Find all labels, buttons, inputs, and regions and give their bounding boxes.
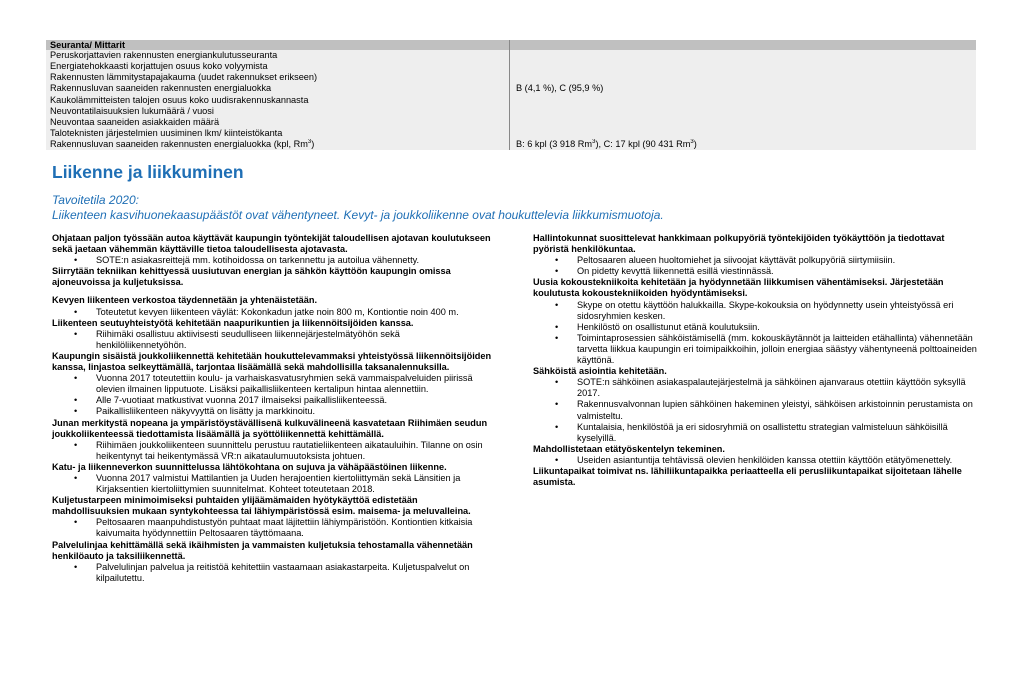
- value-text-a: B: 6 kpl (3 918 Rm: [516, 139, 593, 150]
- bullet-list: [533, 255, 978, 277]
- spacer: [52, 288, 492, 295]
- bullet-item: • Alle 7-vuotiaat matkustivat vuonna 2017 ilmaiseksi paikallisliikenteessä.: [52, 395, 492, 406]
- indicator-label: Rakennusten lämmitystapajakauma (uudet rakennukset erikseen): [50, 72, 318, 83]
- indicator-label: Taloteknisten järjestelmien uusiminen lkm/ kiinteistökanta: [50, 127, 283, 138]
- bullet-list: [52, 307, 492, 318]
- measure-heading: Kuljetustarpeen minimoimiseksi puhtaiden ylijäämämaiden hyötykäyttöä edistetään mahdollisuuksien mukaan syntykohteessa tai lähiympäristössä esim. maisema- ja meluvalleina.: [52, 495, 471, 517]
- section-heading: Liikenne ja liikkuminen: [52, 162, 244, 182]
- measure-heading: Ohjataan paljon työssään autoa käyttävät kaupungin työntekijät taloudellisen ajotavan koulutukseen sekä jaetaan vähemmän käyttäville tietoa taloudellisesta ajotavasta.: [52, 233, 491, 255]
- bullet-item: • Henkilöstö on osallistunut etänä koulutuksiin.: [533, 322, 978, 333]
- measure-heading: Liikuntapaikat toimivat ns. lähiliikuntapaikka periaatteella eli perusliikuntapaikat sijoitetaan lähelle asumista.: [533, 465, 962, 488]
- bullet-item: • Peltosaaren maanpuhdistustyön puhtaat maat läjitettiin lähiympäristöön. Kontiontien kitkaisia kaivumaita hyödynnettiin Peltosaaren täyttömaana.: [52, 517, 492, 539]
- indicator-column: [46, 50, 510, 150]
- bullet-item: • SOTE:n asiakasreittejä mm. kotihoidossa on tarkennettu ja autoilua vähennetty.: [52, 255, 492, 266]
- measure-heading: Mahdollistetaan etätyöskentelyn tekeminen.: [533, 443, 725, 454]
- superscript: 3: [690, 139, 694, 146]
- indicator-label: Neuvontatilaisuuksien lukumäärä / vuosi: [50, 105, 214, 116]
- measure-heading: Kevyen liikenteen verkostoa täydennetään ja yhtenäistetään.: [52, 295, 318, 306]
- bullet-list: [52, 562, 492, 584]
- value-text-c: ): [693, 139, 697, 150]
- indicator-label-last: [50, 139, 509, 150]
- bullet-list: [533, 377, 978, 444]
- indicator-value: [516, 128, 976, 139]
- measure-heading: Sähköistä asiointia kehitetään.: [533, 366, 667, 377]
- bullet-item: • Vuonna 2017 valmistui Mattilantien ja Uuden herajoentien kiertoliittymän sekä Länsitien ja Kirjaksentien kiertoliittymien suunnitelmat. Kohteet toteutetaan 2018.: [52, 473, 492, 495]
- table-body: [46, 50, 976, 150]
- measure-heading: Kaupungin sisäistä joukkoliikennettä kehitetään houkuttelevammaksi yhteistyössä liikennöitsijöiden kanssa, linjastoa selkeyttämällä, tarjontaa lisäämällä sekä mahdollisilla taksanalennuksilla.: [52, 350, 492, 373]
- monitoring-table: [46, 40, 976, 150]
- bullet-list: [52, 473, 492, 495]
- value-text-b: ), C: 17 kpl (90 431 Rm: [595, 139, 691, 150]
- measure-heading: Uusia kokoustekniikoita kehitetään ja hyödynnetään liikkumisen vähentämiseksi. Järjestetään koulutusta kokoustekniikoiden hyödyntämiseksi.: [533, 277, 944, 299]
- measure-heading: Liikenteen seutuyhteistyötä kehitetään naapurikuntien ja liikennöitsijöiden kanssa.: [52, 317, 414, 328]
- bullet-item: • Toteutetut kevyen liikenteen väylät: Kokonkadun jatke noin 800 m, Kontiontie noin 400 m.: [52, 307, 492, 318]
- indicator-value-last: [516, 139, 976, 150]
- measure-heading: Katu- ja liikenneverkon suunnittelussa lähtökohtana on sujuva ja vähäpäästöinen liikenne.: [52, 461, 447, 472]
- bullet-item: • Palvelulinjan palvelua ja reitistöä kehitettiin vastaamaan asiakastarpeita. Kuljetuspalvelut on kilpailutettu.: [52, 562, 492, 584]
- bullet-item: • Skype on otettu käyttöön halukkailla. Skype-kokouksia on hyödynnetty usein yhteistyössä eri sidosryhmien kesken.: [533, 300, 978, 322]
- bullet-item: • Peltosaaren alueen huoltomiehet ja siivoojat käyttävät polkupyöriä siirtymiisiin.: [533, 255, 978, 266]
- bullet-list: [533, 455, 978, 466]
- indicator-label: Peruskorjattavien rakennusten energiankulutusseuranta: [50, 50, 278, 60]
- table-header-cell: Seuranta/ Mittarit: [46, 40, 510, 50]
- indicator-label: Rakennusluvan saaneiden rakennusten energialuokka: [50, 83, 272, 94]
- bullet-item: • Kuntalaisia, henkilöstöä ja eri sidosryhmiä on osallistettu strategian valmisteluun sähköisillä kyselyillä.: [533, 422, 978, 444]
- bullet-item: • SOTE:n sähköinen asiakaspalautejärjestelmä ja sähköinen ajanvaraus otettiin käyttöön syksyllä 2017.: [533, 377, 978, 399]
- bullet-list: [52, 440, 492, 462]
- bullet-item: • Riihimäki osallistuu aktiivisesti seudulliseen liikennejärjestelmätyöhön sekä henkilöliikennetyöhön.: [52, 329, 492, 351]
- bullet-list: [52, 517, 492, 539]
- indicator-label: Energiatehokkaasti korjattujen osuus koko volyymista: [50, 61, 268, 72]
- bullet-list: [533, 300, 978, 367]
- left-column: [52, 233, 492, 584]
- bullet-item: • Rakennusvalvonnan lupien sähköinen hakeminen yleistyi, sähköisen arkistoinnin perustamista on valmisteltu.: [533, 399, 978, 421]
- bullet-item: • Vuonna 2017 toteutettiin koulu- ja varhaiskasvatusryhmien sekä vammaispalveluiden piirissä olevien ilmainen lipputuote. Lisäksi paikallisliikenteen kertalipun hintaa alennettiin.: [52, 373, 492, 395]
- indicator-value: [516, 50, 976, 61]
- bullet-item: • Toimintaprosessien sähköistämisellä (mm. kokouskäytännöt ja laitteiden etähallinta) vähennetään tarvetta liikkua kaupungin eri toimipaikkoihin, jolloin energiaa säästyy vähentyneenä polttoaineiden käyttönä.: [533, 333, 978, 366]
- measure-heading: Siirrytään tekniikan kehittyessä uusiutuvan energian ja sähkön käyttöön kaupungin omissa ajoneuvoissa ja kuljetuksissa.: [52, 266, 451, 288]
- bullet-list: [52, 329, 492, 351]
- bullet-item: • Useiden asiantuntija tehtävissä olevien henkilöiden kanssa otettiin käyttöön etätyömenettely.: [533, 455, 978, 466]
- indicator-value: [516, 106, 976, 117]
- superscript: 3: [592, 139, 596, 146]
- value-column: [510, 50, 976, 150]
- measure-heading: Palvelulinjaa kehittämällä sekä ikäihmisten ja vammaisten kuljetuksia tehostamalla vähennetään henkilöauto ja taksiliikennettä.: [52, 539, 473, 561]
- goal-text: Liikenteen kasvihuonekaasupäästöt ovat vähentyneet. Kevyt- ja joukkoliikenne ovat houkuttelevia liikkumismuotoja.: [52, 207, 664, 222]
- goal-title: Tavoitetila 2020:: [52, 193, 139, 207]
- bullet-list: [52, 373, 492, 417]
- last-label-text: Rakennusluvan saaneiden rakennusten energialuokka (kpl, Rm: [50, 139, 308, 150]
- last-label-end: ): [311, 139, 315, 150]
- goal-statement: [52, 193, 664, 222]
- indicator-value: [516, 61, 976, 72]
- indicator-label: Neuvontaa saaneiden asiakkaiden määrä: [50, 116, 220, 127]
- table-header-row: [46, 40, 976, 50]
- indicator-value: [516, 117, 976, 128]
- measure-heading: Hallintokunnat suosittelevat hankkimaan polkupyöriä työntekijöiden työkäyttöön ja tiedottavat pyöristä henkilökuntaa.: [533, 233, 945, 255]
- indicator-value: B (4,1 %), C (95,9 %): [516, 83, 604, 94]
- indicator-value: [516, 72, 976, 83]
- right-column: [533, 233, 978, 488]
- bullet-list: [52, 255, 492, 266]
- indicator-label: Kaukolämmitteisten talojen osuus koko uudisrakennuskannasta: [50, 94, 309, 105]
- indicator-value: [516, 95, 976, 106]
- bullet-item: • Paikallisliikenteen näkyvyyttä on lisätty ja markkinoitu.: [52, 406, 492, 417]
- measure-heading: Junan merkitystä nopeana ja ympäristöystävällisenä kulkuvälineenä kasvatetaan Riihimäen seudun joukkoliikenteessä tiedottamista lisäämällä ja syöttöliikennettä kehittämällä.: [52, 417, 488, 439]
- bullet-item: • On pidetty kevyttä liikennettä esillä viestinnässä.: [533, 266, 978, 277]
- superscript: 3: [307, 139, 312, 146]
- bullet-item: • Riihimäen joukkoliikenteen suunnittelu perustuu rautatieliikenteen aikatauluihin. Tilanne on osin heikentynyt tai heikentymässä VR:n aikataulumuutoksista johtuen.: [52, 440, 492, 462]
